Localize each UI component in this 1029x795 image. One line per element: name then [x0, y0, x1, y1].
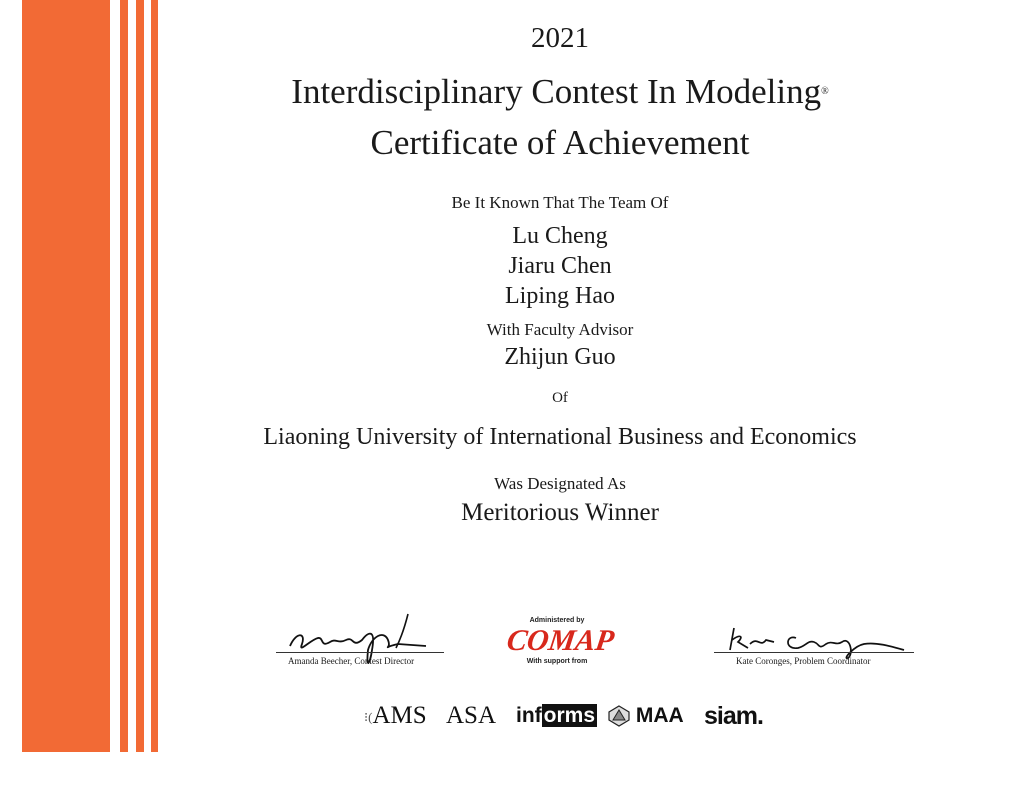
comap-logo: COMAP	[504, 624, 617, 657]
administered-by-label: Administered by	[529, 617, 585, 624]
institution-name: Liaoning University of International Business and Economics	[263, 424, 857, 450]
ams-logo	[364, 702, 427, 730]
designation-label: Was Designated As	[494, 474, 626, 493]
orange-stripe-thin	[120, 0, 128, 752]
ams-logo-text: AMS	[372, 702, 427, 729]
director-caption: Amanda Beecher, Contest Director	[288, 656, 415, 666]
maa-icosahedron-icon	[608, 705, 630, 727]
comap-logo-block	[504, 617, 617, 665]
siam-logo: siam.	[704, 702, 763, 730]
informs-logo-prefix: inf	[516, 704, 542, 727]
certificate-subtitle: Certificate of Achievement	[370, 123, 750, 162]
support-label: With support from	[526, 658, 588, 665]
orange-stripe-thin	[136, 0, 144, 752]
asa-logo-text: ASA	[446, 702, 497, 729]
advisor-name: Zhijun Guo	[504, 344, 616, 370]
team-member: Lu Cheng	[512, 223, 608, 249]
ams-dots-icon: ⁝(	[364, 709, 373, 725]
maa-logo-text: MAA	[635, 704, 684, 727]
contest-title	[230, 72, 890, 112]
sponsor-logos	[360, 698, 790, 738]
orange-stripe-thin	[151, 0, 158, 752]
intro-text: Be It Known That The Team Of	[451, 193, 669, 212]
coordinator-caption: Kate Coronges, Problem Coordinator	[736, 656, 871, 666]
asa-logo	[446, 702, 496, 730]
signature-line	[714, 652, 914, 653]
informs-logo	[516, 704, 597, 728]
team-member: Jiaru Chen	[508, 253, 612, 279]
informs-logo-box: orms	[543, 704, 596, 727]
advisor-label: With Faculty Advisor	[486, 320, 634, 339]
registered-mark: ®	[821, 86, 829, 97]
contest-title-text: Interdisciplinary Contest In Modeling	[291, 72, 822, 111]
maa-logo	[608, 704, 684, 728]
award-title: Meritorious Winner	[461, 499, 659, 526]
orange-stripe-wide	[22, 0, 110, 752]
certificate-year: 2021	[531, 22, 589, 54]
team-member: Liping Hao	[505, 283, 615, 309]
signature-line	[276, 652, 444, 653]
of-label: Of	[552, 390, 568, 406]
